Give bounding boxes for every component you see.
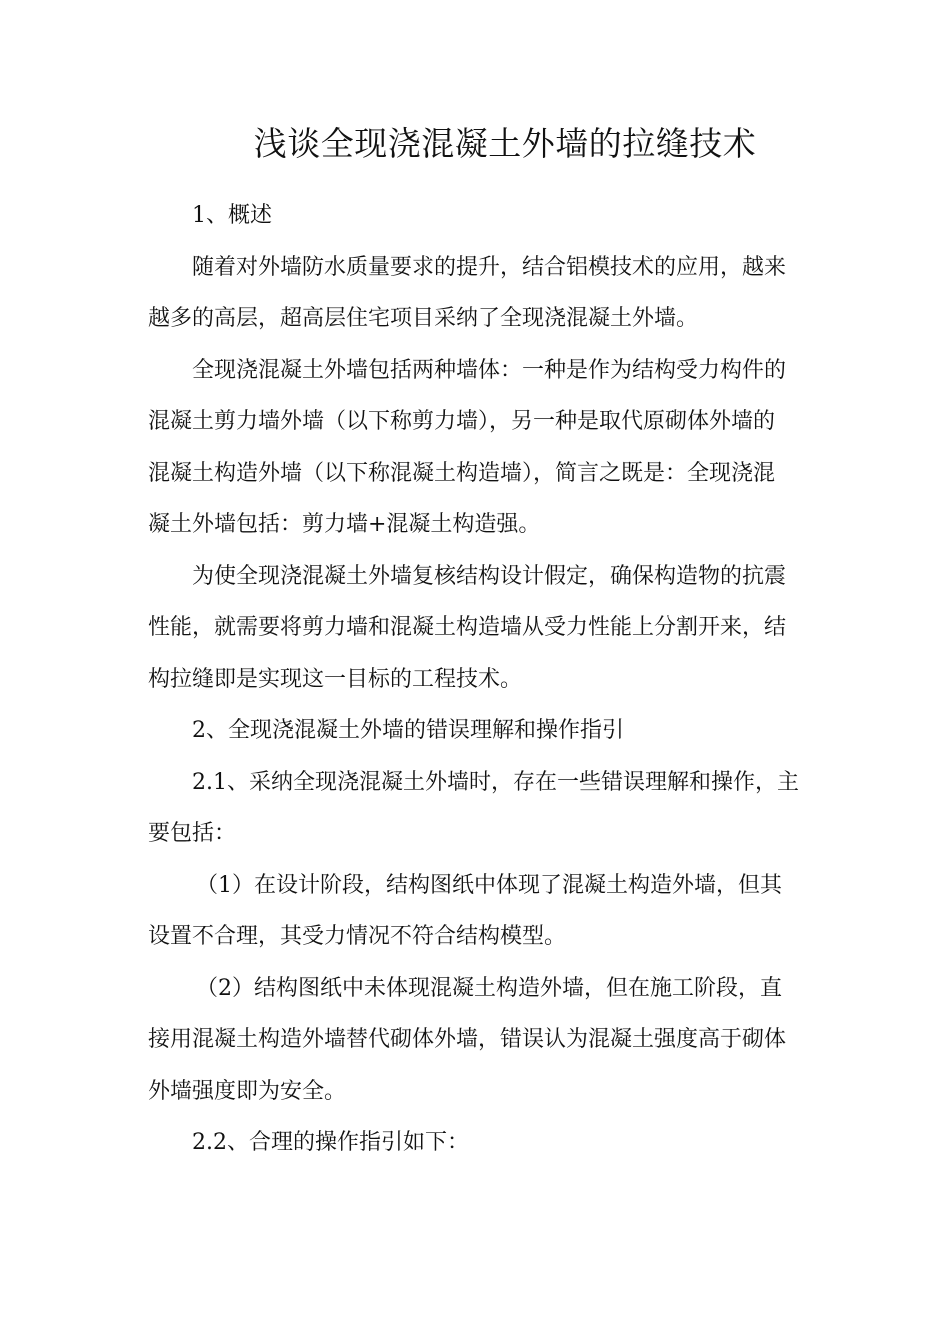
paragraph-line: 2.2、合理的操作指引如下：: [192, 1130, 469, 1155]
paragraph-line: 为使全现浇混凝土外墙复核结构设计假定，确保构造物的抗震: [192, 564, 787, 589]
paragraph-line: 随着对外墙防水质量要求的提升，结合铝模技术的应用，越来: [192, 255, 787, 280]
paragraph-line: 性能，就需要将剪力墙和混凝土构造墙从受力性能上分割开来，结: [148, 615, 787, 640]
paragraph-line: 全现浇混凝土外墙包括两种墙体：一种是作为结构受力构件的: [192, 358, 787, 383]
section-heading-1: 1、概述: [192, 203, 272, 228]
list-item-line: 设置不合理，其受力情况不符合结构模型。: [148, 924, 567, 949]
document-title: 浅谈全现浇混凝土外墙的拉缝技术: [253, 124, 757, 163]
list-item-line: （2）结构图纸中未体现混凝土构造外墙，但在施工阶段，直: [196, 976, 782, 1001]
list-item-line: 外墙强度即为安全。: [148, 1079, 347, 1104]
paragraph-line: 混凝土剪力墙外墙（以下称剪力墙），另一种是取代原砌体外墙的: [148, 409, 776, 434]
paragraph-line: 2.1、采纳全现浇混凝土外墙时，存在一些错误理解和操作，主: [192, 770, 799, 795]
paragraph-line: 越多的高层，超高层住宅项目采纳了全现浇混凝土外墙。: [148, 306, 699, 331]
paragraph-line: 混凝土构造外墙（以下称混凝土构造墙），简言之既是：全现浇混: [148, 461, 776, 486]
list-item-line: 接用混凝土构造外墙替代砌体外墙，错误认为混凝土强度高于砌体: [148, 1027, 787, 1052]
paragraph-line: 构拉缝即是实现这一目标的工程技术。: [148, 667, 523, 692]
paragraph-line: 要包括：: [148, 821, 237, 846]
section-heading-2: 2、全现浇混凝土外墙的错误理解和操作指引: [192, 718, 624, 743]
paragraph-line: 凝土外墙包括：剪力墙+混凝土构造强。: [148, 512, 541, 537]
list-item-line: （1）在设计阶段，结构图纸中体现了混凝土构造外墙，但其: [196, 873, 782, 898]
